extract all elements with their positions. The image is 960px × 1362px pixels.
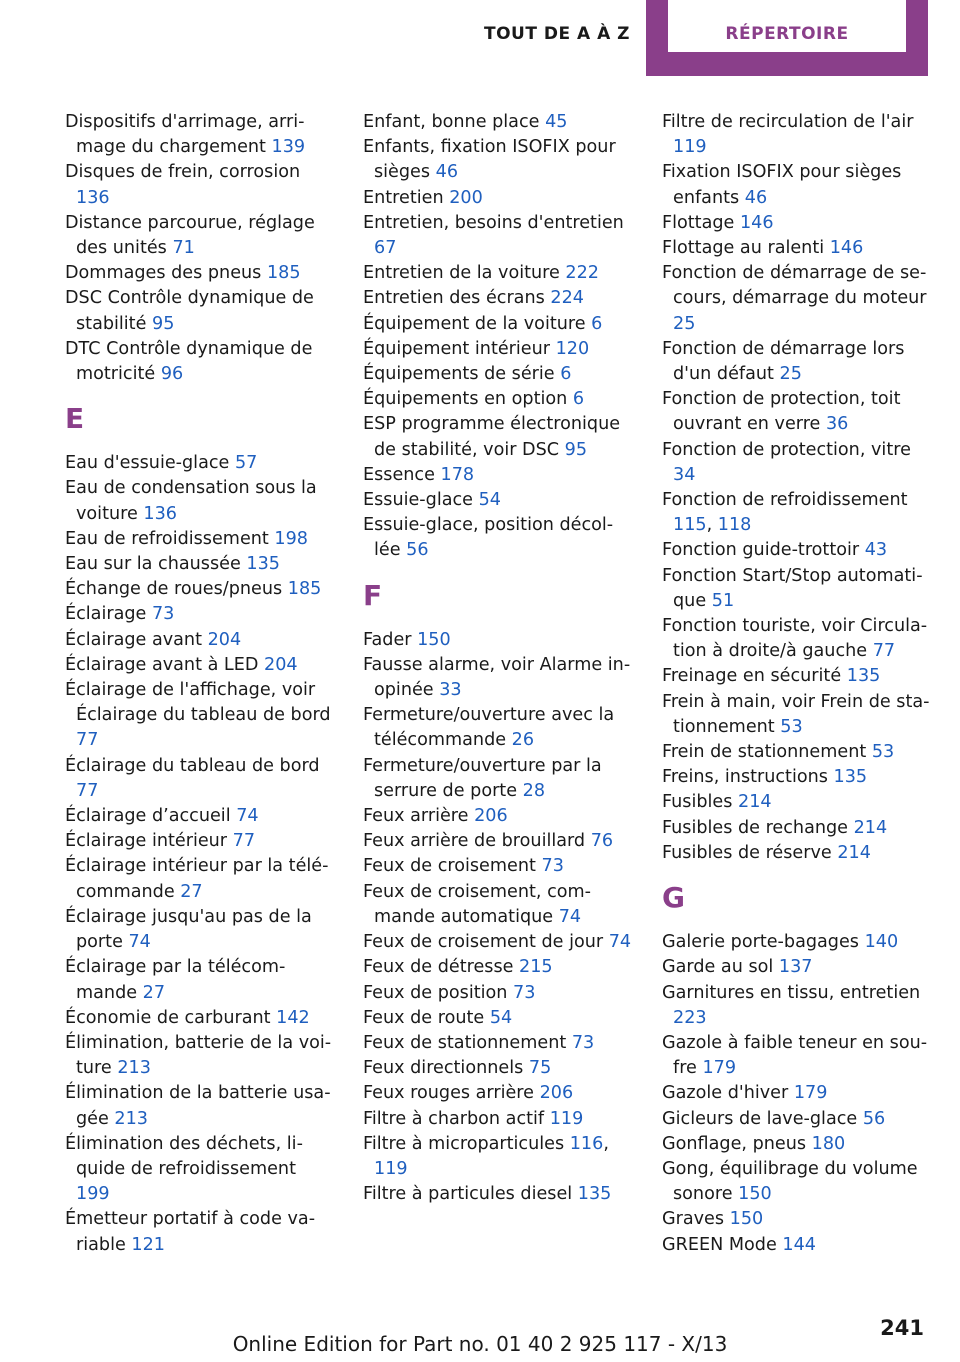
index-term: Dispositifs d'arrimage, arrimage du chargement: [65, 112, 305, 158]
index-term: Fusibles: [662, 792, 733, 813]
page-link[interactable]: 56: [406, 540, 429, 561]
index-term: GREEN Mode: [662, 1234, 777, 1255]
index-term: Eau d'essuie-glace: [65, 453, 230, 474]
index-entry: [65, 905, 335, 955]
page-link[interactable]: 185: [266, 263, 301, 284]
index-entry: [65, 577, 335, 602]
page-link[interactable]: 77: [76, 780, 99, 801]
index-letter-heading: F: [363, 578, 383, 612]
index-term: Feux arrière de brouillard: [363, 831, 586, 852]
index-term: Entretien des écrans: [363, 288, 545, 309]
index-term: Feux rouges arrière: [363, 1083, 534, 1104]
page-link[interactable]: 146: [739, 212, 774, 233]
index-entry: [662, 1132, 932, 1157]
page-link[interactable]: 53: [871, 742, 895, 763]
page-link[interactable]: 46: [744, 187, 768, 208]
index-entry: [363, 955, 633, 980]
index-entry: [662, 387, 932, 437]
page-link[interactable]: 224: [550, 288, 584, 309]
index-entry: [662, 1207, 932, 1232]
index-entry: [662, 538, 932, 563]
index-entry: [363, 703, 633, 753]
index-entry: [363, 488, 633, 513]
index-entry: [65, 804, 335, 829]
page-link[interactable]: 137: [778, 957, 813, 978]
index-term: Fonction Start/Stop automatique: [662, 565, 923, 611]
page-link[interactable]: 71: [172, 238, 195, 259]
index-entry: [65, 1006, 335, 1031]
index-term: Équipements en option: [363, 389, 568, 410]
index-term: Filtre à microparticules: [363, 1133, 565, 1154]
page-link[interactable]: 150: [738, 1184, 772, 1205]
index-term: Entretien de la voiture: [363, 263, 560, 284]
index-entry: [363, 1081, 633, 1106]
page-link[interactable]: 51: [711, 590, 735, 611]
page-link[interactable]: 54: [489, 1007, 513, 1028]
chapter-tab-label-box: [668, 0, 906, 52]
page-link[interactable]: 36: [825, 414, 849, 435]
index-entry: [65, 527, 335, 552]
index-entry: [363, 1107, 633, 1132]
index-term: Filtre à charbon actif: [363, 1108, 545, 1129]
index-entry: [65, 261, 335, 286]
page-link[interactable]: 74: [128, 932, 151, 953]
index-term: Garde au sol: [662, 957, 774, 978]
index-term: Fonction de démarrage lors d'un défaut: [662, 338, 905, 385]
page-link[interactable]: 135: [246, 554, 280, 575]
page-link[interactable]: 73: [151, 604, 175, 625]
index-entry: [363, 1182, 633, 1207]
index-entry: [662, 1081, 932, 1106]
index-term: Filtre à particules diesel: [363, 1184, 573, 1205]
section-title: TOUT DE A À Z: [484, 24, 630, 44]
index-entry: [65, 160, 335, 210]
index-entry: [363, 829, 633, 854]
page-link[interactable]: 73: [571, 1032, 595, 1053]
index-term: Eau sur la chaussée: [65, 554, 241, 575]
page-link[interactable]: 213: [117, 1058, 151, 1079]
index-term: Feux de détresse: [363, 957, 514, 978]
page-link[interactable]: 73: [513, 982, 536, 1003]
page-link[interactable]: 45: [545, 112, 568, 132]
index-entry: [65, 1031, 335, 1081]
page-link[interactable]: 77: [872, 641, 896, 662]
index-entry: [363, 211, 633, 261]
page-link[interactable]: 119: [549, 1108, 584, 1129]
page-link[interactable]: 75: [528, 1058, 552, 1079]
page-link[interactable]: 206: [474, 806, 508, 827]
index-entry: [363, 463, 633, 488]
index-entry: [662, 955, 932, 980]
page-link[interactable]: 74: [236, 806, 259, 827]
page-link[interactable]: 56: [862, 1108, 886, 1129]
index-term: Gazole à faible teneur en soufre: [662, 1032, 928, 1079]
index-entry: [65, 1132, 335, 1208]
index-column-1: [65, 110, 335, 1258]
index-term: Enfants, fixation ISOFIX pour sièges: [363, 137, 616, 183]
index-term: Fusibles de rechange: [662, 817, 849, 838]
index-entry: [662, 211, 932, 236]
index-term: Éclairage de l'affichage, voir Éclairage du tableau de bord: [65, 680, 331, 726]
index-entry: [65, 678, 335, 754]
index-term: Essence: [363, 464, 435, 485]
page-link[interactable]: 26: [511, 730, 535, 751]
index-entry: [65, 476, 335, 526]
page-link[interactable]: 178: [440, 464, 475, 485]
index-entry: [363, 412, 633, 462]
page-link[interactable]: 142: [276, 1007, 310, 1028]
index-entry: [363, 930, 633, 955]
index-term: Filtre de recirculation de l'air: [662, 112, 914, 132]
page-link[interactable]: 74: [558, 906, 582, 927]
index-entry: [65, 211, 335, 261]
index-term: Éclairage intérieur par la télécommande: [65, 856, 329, 902]
index-term: Distance parcourue, réglage des unités: [65, 212, 315, 259]
page-link[interactable]: 213: [114, 1108, 149, 1129]
page-link[interactable]: 180: [811, 1133, 846, 1154]
index-entry: [363, 110, 633, 135]
index-term: Gonflage, pneus: [662, 1133, 807, 1154]
index-term: Feux de croisement, commande automatique: [363, 881, 592, 927]
index-term: Galerie porte-bagages: [662, 932, 859, 953]
index-term: Essuie-glace, position décollée: [363, 515, 614, 561]
page-link[interactable]: 57: [234, 453, 258, 474]
index-entry: [363, 337, 633, 362]
index-term: Éclairage avant: [65, 629, 202, 650]
index-entry: [662, 1233, 932, 1258]
page-link[interactable]: 25: [673, 313, 696, 334]
index-term: Fonction de refroidissement: [662, 490, 908, 511]
index-entry: [363, 387, 633, 412]
page-link[interactable]: 139: [271, 137, 306, 158]
index-term: Éclairage jusqu'au pas de la porte: [65, 906, 312, 953]
page-link[interactable]: 146: [829, 238, 864, 259]
index-term: Éclairage: [65, 604, 147, 625]
index-entry: [662, 1107, 932, 1132]
page-link[interactable]: 43: [864, 540, 888, 561]
index-entry: [363, 513, 633, 563]
index-term: Éclairage intérieur: [65, 831, 228, 852]
page-link[interactable]: 215: [519, 957, 553, 978]
page-link[interactable]: 120: [555, 338, 590, 359]
index-term: Frein de stationnement: [662, 742, 867, 763]
index-term: Éclairage du tableau de bord: [65, 755, 320, 776]
index-term: Flottage au ralenti: [662, 238, 825, 259]
index-term: Freins, instructions: [662, 767, 828, 788]
footer-edition: Online Edition for Part no. 01 40 2 925 117 - X/13: [232, 1332, 728, 1356]
page-link[interactable]: 115: [673, 515, 707, 536]
index-entry: [65, 1081, 335, 1131]
index-entry: [363, 880, 633, 930]
index-term: Feux de position: [363, 982, 508, 1003]
index-entry: [662, 160, 932, 210]
page-link[interactable]: 34: [673, 464, 696, 485]
page-link[interactable]: 121: [131, 1234, 165, 1255]
page-number: 241: [880, 1316, 924, 1340]
index-term: Dommages des pneus: [65, 263, 262, 284]
index-term: Équipements de série: [363, 364, 555, 385]
page-link[interactable]: 223: [673, 1007, 707, 1028]
index-term: Élimination, batterie de la voiture: [65, 1032, 332, 1079]
index-term: Éclairage avant à LED: [65, 654, 259, 675]
index-term: Fermeture/ouverture par la serrure de porte: [363, 755, 602, 801]
index-entry: [65, 552, 335, 577]
index-entry: [65, 829, 335, 854]
index-term: Fermeture/ouverture avec la télécommande: [363, 705, 615, 751]
page-link[interactable]: 46: [435, 162, 459, 183]
index-term: Fonction de démarrage de secours, démarrage du moteur: [662, 263, 927, 309]
index-term: Flottage: [662, 212, 735, 233]
index-column-2: [363, 110, 633, 1207]
index-term: DSC Contrôle dynamique de stabilité: [65, 288, 314, 334]
page-link[interactable]: 96: [160, 364, 184, 385]
page-link[interactable]: 25: [779, 364, 802, 385]
page-link[interactable]: 140: [864, 932, 899, 953]
index-term: Fonction guide-trottoir: [662, 540, 860, 561]
index-term: Eau de refroidissement: [65, 528, 269, 549]
index-entry: [363, 312, 633, 337]
page-link[interactable]: 27: [142, 982, 166, 1003]
index-term: Économie de carburant: [65, 1007, 271, 1028]
index-term: Eau de condensation sous la voiture: [65, 478, 317, 524]
chapter-tab: [646, 0, 928, 76]
index-entry: [363, 854, 633, 879]
index-term: Garnitures en tissu, entretien: [662, 982, 921, 1003]
index-entry: [363, 754, 633, 804]
page-link[interactable]: 95: [564, 439, 588, 460]
index-entry: [662, 981, 932, 1031]
index-entry: [363, 653, 633, 703]
page-link[interactable]: 144: [782, 1234, 816, 1255]
index-entry: [65, 955, 335, 1005]
index-entry: [65, 602, 335, 627]
index-entry: [662, 564, 932, 614]
page-link[interactable]: 198: [274, 528, 309, 549]
index-term: Graves: [662, 1209, 725, 1230]
page-header: [0, 0, 960, 76]
index-term: Feux de stationnement: [363, 1032, 567, 1053]
index-term: Éclairage d’accueil: [65, 806, 231, 827]
index-entry: [65, 286, 335, 336]
page-link[interactable]: 200: [449, 187, 483, 208]
index-term: Gazole d'hiver: [662, 1083, 789, 1104]
page-link[interactable]: 136: [143, 503, 177, 524]
index-term: Fusibles de réserve: [662, 842, 832, 863]
index-term: Fonction de protection, vitre: [662, 439, 911, 460]
index-term: Émetteur portatif à code variable: [65, 1209, 316, 1255]
index-entry: [363, 186, 633, 211]
index-entry: [363, 1056, 633, 1081]
page-link[interactable]: 135: [846, 666, 881, 687]
index-entry: [363, 1031, 633, 1056]
index-entry: [65, 653, 335, 678]
index-term: Gong, équilibrage du volume sonore: [662, 1158, 918, 1205]
index-entry: [662, 930, 932, 955]
page-link[interactable]: 73: [541, 856, 564, 877]
page-link[interactable]: 67: [374, 238, 397, 259]
index-term: Feux de croisement: [363, 856, 536, 877]
index-term: Éclairage par la télécommande: [65, 957, 286, 1003]
page-link[interactable]: 6: [591, 313, 603, 334]
index-term: Frein à main, voir Frein de stationnement: [662, 691, 930, 737]
index-term: Fixation ISOFIX pour sièges enfants: [662, 162, 902, 208]
index-entry: [363, 981, 633, 1006]
index-entry: [65, 754, 335, 804]
page-link[interactable]: 179: [702, 1058, 737, 1079]
index-entry: [363, 804, 633, 829]
index-entry: [65, 110, 335, 160]
index-term: Fonction touriste, voir Circulation à droite/à gauche: [662, 616, 928, 662]
page-link[interactable]: 54: [478, 490, 501, 511]
page-link[interactable]: 150: [729, 1209, 764, 1230]
index-term: DTC Contrôle dynamique de motricité: [65, 338, 313, 385]
index-entry: [65, 1207, 335, 1257]
page-link[interactable]: 214: [837, 842, 871, 863]
page-link[interactable]: 53: [780, 716, 803, 737]
page-link[interactable]: 214: [853, 817, 888, 838]
page-link[interactable]: 185: [287, 579, 322, 600]
index-entry: [65, 451, 335, 476]
index-term: Échange de roues/pneus: [65, 579, 283, 600]
index-entry: Filtre à microparticules 116, 119: [363, 1133, 609, 1179]
index-entry: [662, 261, 932, 337]
page-link[interactable]: 33: [439, 680, 462, 701]
index-entry: [65, 854, 335, 904]
index-entry: [662, 690, 932, 740]
index-entry: [662, 337, 932, 387]
index-letter-heading: E: [65, 402, 85, 436]
page-link[interactable]: 28: [522, 780, 546, 801]
index-entry: [363, 286, 633, 311]
index-entry: [662, 1031, 932, 1081]
index-entry: [662, 765, 932, 790]
index-entry: [662, 790, 932, 815]
index-entry: [662, 438, 932, 488]
index-entry: [662, 236, 932, 261]
page-link[interactable]: 199: [76, 1184, 110, 1205]
page-link[interactable]: 77: [232, 831, 256, 852]
index-term: Élimination de la batterie usagée: [65, 1083, 331, 1129]
index-term: Feux directionnels: [363, 1058, 524, 1079]
index-term: Freinage en sécurité: [662, 666, 842, 687]
page-link[interactable]: 135: [833, 767, 868, 788]
index-entry: [662, 816, 932, 841]
index-term: Entretien, besoins d'entretien: [363, 212, 624, 233]
page-link[interactable]: 76: [590, 831, 614, 852]
page-link[interactable]: 204: [207, 629, 242, 650]
page-link[interactable]: 135: [577, 1184, 612, 1205]
index-entry: [363, 362, 633, 387]
page-link[interactable]: 6: [572, 389, 585, 410]
page-link[interactable]: 118: [717, 515, 752, 536]
index-entry: [363, 1006, 633, 1031]
index-term: Fausse alarme, voir Alarme inopinée: [363, 654, 631, 701]
index-entry: [65, 628, 335, 653]
index-term: Disques de frein, corrosion: [65, 162, 301, 183]
index-column-3: [662, 110, 932, 1258]
index-entry: [363, 135, 633, 185]
page-link[interactable]: 74: [608, 932, 632, 953]
index-letter-heading: G: [662, 881, 685, 915]
page-link[interactable]: 222: [565, 263, 600, 284]
index-term: Fader: [363, 629, 412, 650]
index-term: Feux arrière: [363, 806, 469, 827]
index-entry: [662, 614, 932, 664]
page-link[interactable]: 116: [569, 1133, 604, 1154]
index-term: Élimination des déchets, liquide de refroidissement: [65, 1133, 303, 1179]
index-entry: [363, 261, 633, 286]
index-entry: [662, 841, 932, 866]
index-term: Essuie-glace: [363, 490, 473, 511]
page-link[interactable]: 77: [76, 730, 99, 751]
page-link[interactable]: 119: [374, 1158, 408, 1179]
index-term: Enfant, bonne place: [363, 112, 540, 132]
index-entry: Fonction de refroidissement 115, 118: [662, 490, 908, 536]
page-link[interactable]: 136: [76, 187, 110, 208]
index-entry: [363, 628, 633, 653]
index-term: Feux de croisement de jour: [363, 932, 604, 953]
index-term: Fonction de protection, toit ouvrant en verre: [662, 389, 901, 435]
index-term: ESP programme électronique de stabilité, voir DSC: [363, 414, 621, 460]
index-entry: [662, 110, 932, 160]
page-link[interactable]: 179: [793, 1083, 828, 1104]
index-term: Équipement intérieur: [363, 338, 551, 359]
page-link[interactable]: 95: [152, 313, 175, 334]
index-entry: [65, 337, 335, 387]
chapter-tab-label: RÉPERTOIRE: [725, 24, 849, 44]
index-entry: [662, 740, 932, 765]
page-link[interactable]: 27: [180, 881, 203, 902]
index-term: Entretien: [363, 187, 444, 208]
index-term: Équipement de la voiture: [363, 313, 586, 334]
index-term: Gicleurs de lave-glace: [662, 1108, 858, 1129]
page-link[interactable]: 204: [264, 654, 298, 675]
index-term: Feux de route: [363, 1007, 485, 1028]
page-link[interactable]: 119: [673, 137, 707, 158]
page-link[interactable]: 150: [417, 629, 451, 650]
page-link[interactable]: 206: [539, 1083, 574, 1104]
page-link[interactable]: 214: [738, 792, 772, 813]
index-entry: [662, 664, 932, 689]
page-link[interactable]: 6: [560, 364, 572, 385]
index-entry: [662, 1157, 932, 1207]
